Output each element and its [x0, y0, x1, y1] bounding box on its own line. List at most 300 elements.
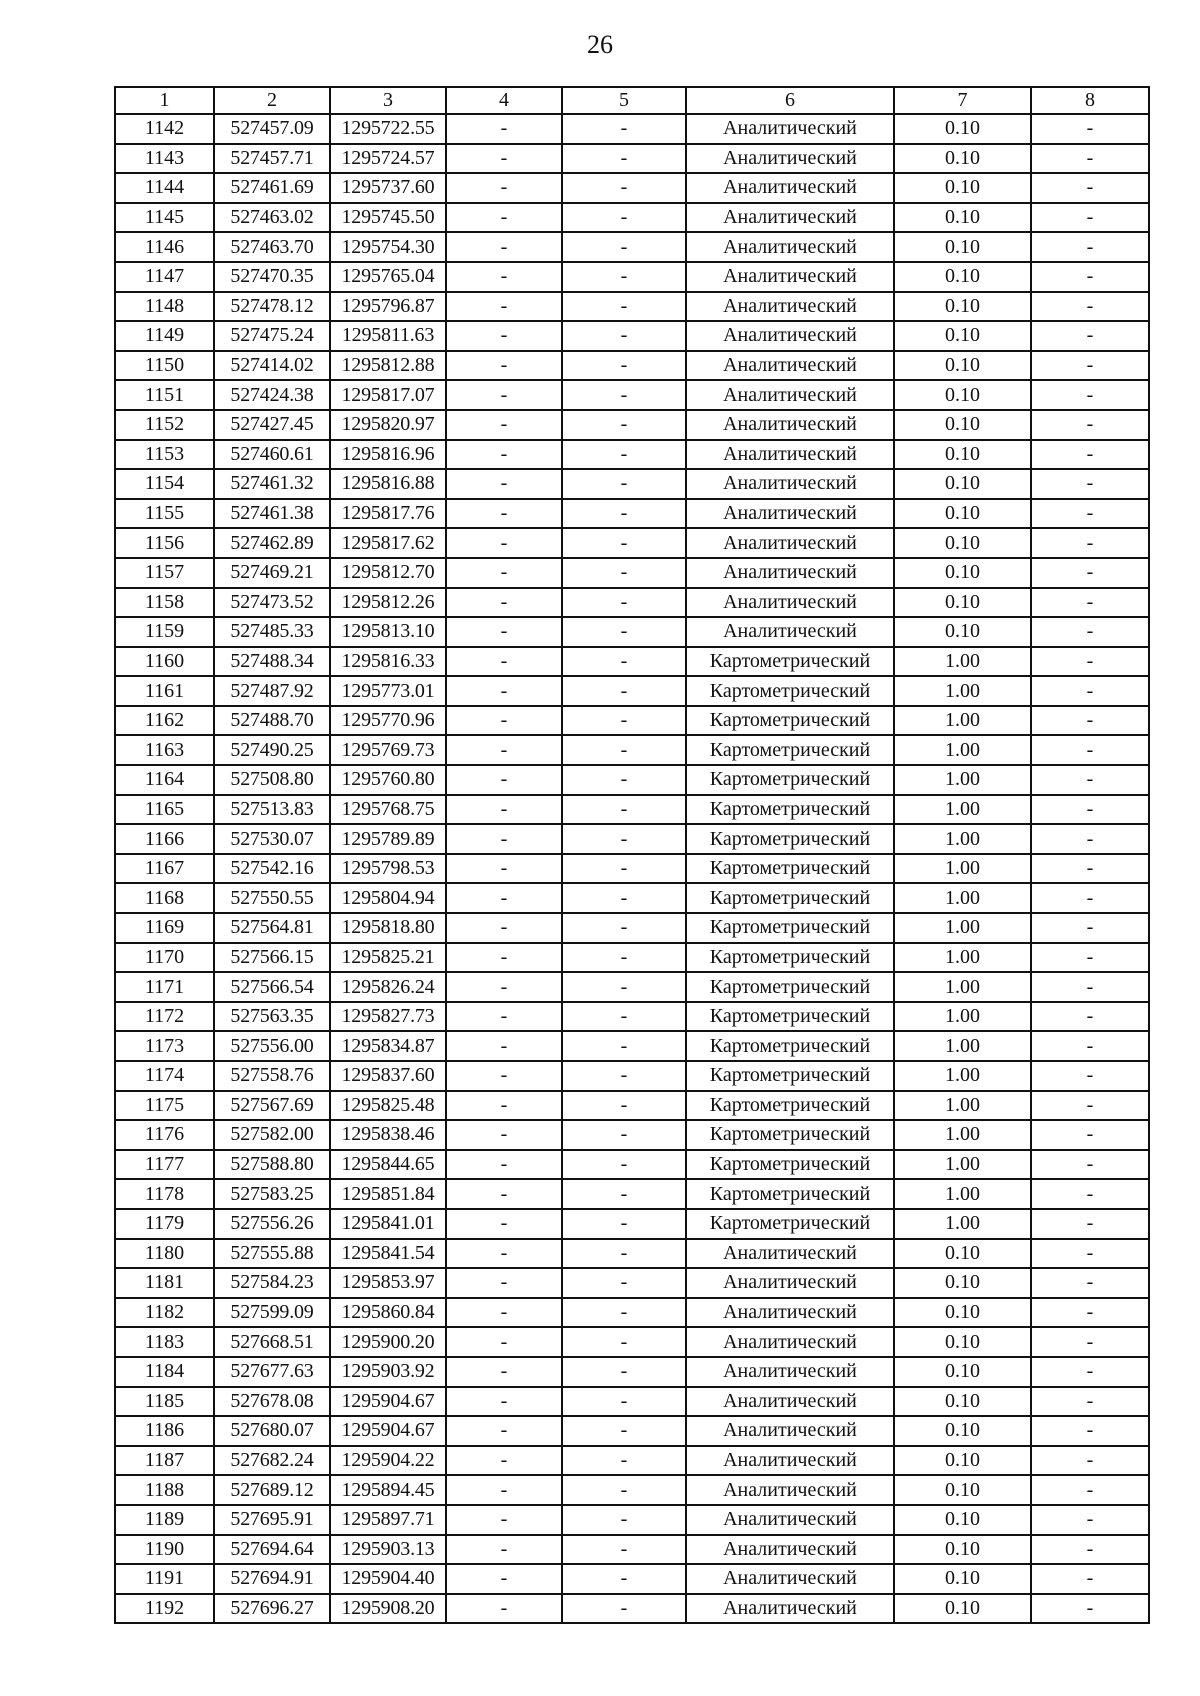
y-coordinate-cell: 1295825.48	[330, 1091, 446, 1121]
col5-cell: -	[562, 913, 686, 943]
table-row	[115, 203, 1149, 233]
y-coordinate-cell: 1295860.84	[330, 1298, 446, 1328]
col4-cell: -	[446, 1120, 562, 1150]
col8-cell: -	[1031, 262, 1149, 292]
accuracy-cell: 1.00	[894, 706, 1031, 736]
y-coordinate-cell: 1295894.45	[330, 1475, 446, 1505]
col4-cell: -	[446, 262, 562, 292]
y-coordinate-cell: 1295820.97	[330, 410, 446, 440]
col5-cell: -	[562, 1298, 686, 1328]
x-coordinate-cell: 527487.92	[214, 676, 330, 706]
x-coordinate-cell: 527470.35	[214, 262, 330, 292]
col8-cell: -	[1031, 173, 1149, 203]
table-row	[115, 558, 1149, 588]
col8-cell: -	[1031, 1387, 1149, 1417]
col4-cell: -	[446, 617, 562, 647]
accuracy-cell: 0.10	[894, 1475, 1031, 1505]
x-coordinate-cell: 527469.21	[214, 558, 330, 588]
accuracy-cell: 1.00	[894, 1150, 1031, 1180]
y-coordinate-cell: 1295826.24	[330, 972, 446, 1002]
col5-cell: -	[562, 1446, 686, 1476]
accuracy-cell: 0.10	[894, 292, 1031, 322]
point-number-cell: 1183	[115, 1327, 214, 1357]
x-coordinate-cell: 527682.24	[214, 1446, 330, 1476]
method-cell: Картометрический	[686, 735, 894, 765]
col5-cell: -	[562, 1120, 686, 1150]
method-cell: Аналитический	[686, 173, 894, 203]
method-cell: Картометрический	[686, 676, 894, 706]
point-number-cell: 1156	[115, 528, 214, 558]
accuracy-cell: 0.10	[894, 380, 1031, 410]
method-cell: Аналитический	[686, 232, 894, 262]
accuracy-cell: 1.00	[894, 1209, 1031, 1239]
table-row	[115, 824, 1149, 854]
table-row	[115, 469, 1149, 499]
col8-cell: -	[1031, 1298, 1149, 1328]
col4-cell: -	[446, 203, 562, 233]
method-cell: Аналитический	[686, 114, 894, 144]
table-row	[115, 232, 1149, 262]
point-number-cell: 1152	[115, 410, 214, 440]
x-coordinate-cell: 527696.27	[214, 1594, 330, 1624]
x-coordinate-cell: 527475.24	[214, 321, 330, 351]
x-coordinate-cell: 527588.80	[214, 1150, 330, 1180]
method-cell: Картометрический	[686, 706, 894, 736]
x-coordinate-cell: 527461.69	[214, 173, 330, 203]
method-cell: Аналитический	[686, 1298, 894, 1328]
accuracy-cell: 1.00	[894, 824, 1031, 854]
table-row	[115, 1564, 1149, 1594]
y-coordinate-cell: 1295825.21	[330, 943, 446, 973]
y-coordinate-cell: 1295903.13	[330, 1535, 446, 1565]
col5-cell: -	[562, 321, 686, 351]
x-coordinate-cell: 527677.63	[214, 1357, 330, 1387]
method-cell: Аналитический	[686, 617, 894, 647]
x-coordinate-cell: 527567.69	[214, 1091, 330, 1121]
col5-cell: -	[562, 292, 686, 322]
method-cell: Картометрический	[686, 1061, 894, 1091]
y-coordinate-cell: 1295765.04	[330, 262, 446, 292]
col8-cell: -	[1031, 558, 1149, 588]
accuracy-cell: 1.00	[894, 1091, 1031, 1121]
y-coordinate-cell: 1295737.60	[330, 173, 446, 203]
x-coordinate-cell: 527485.33	[214, 617, 330, 647]
y-coordinate-cell: 1295844.65	[330, 1150, 446, 1180]
col4-cell: -	[446, 1387, 562, 1417]
col8-cell: -	[1031, 1002, 1149, 1032]
point-number-cell: 1154	[115, 469, 214, 499]
col4-cell: -	[446, 1446, 562, 1476]
accuracy-cell: 1.00	[894, 795, 1031, 825]
column-header: 6	[686, 87, 894, 114]
point-number-cell: 1145	[115, 203, 214, 233]
col4-cell: -	[446, 528, 562, 558]
accuracy-cell: 1.00	[894, 972, 1031, 1002]
col5-cell: -	[562, 647, 686, 677]
accuracy-cell: 0.10	[894, 1239, 1031, 1269]
y-coordinate-cell: 1295816.33	[330, 647, 446, 677]
accuracy-cell: 0.10	[894, 1505, 1031, 1535]
point-number-cell: 1163	[115, 735, 214, 765]
x-coordinate-cell: 527566.54	[214, 972, 330, 1002]
col4-cell: -	[446, 173, 562, 203]
col8-cell: -	[1031, 410, 1149, 440]
y-coordinate-cell: 1295722.55	[330, 114, 446, 144]
method-cell: Картометрический	[686, 854, 894, 884]
y-coordinate-cell: 1295817.76	[330, 499, 446, 529]
col8-cell: -	[1031, 795, 1149, 825]
column-header: 5	[562, 87, 686, 114]
column-header: 8	[1031, 87, 1149, 114]
method-cell: Картометрический	[686, 883, 894, 913]
table-row	[115, 1120, 1149, 1150]
accuracy-cell: 1.00	[894, 1002, 1031, 1032]
accuracy-cell: 1.00	[894, 1120, 1031, 1150]
column-header: 2	[214, 87, 330, 114]
point-number-cell: 1182	[115, 1298, 214, 1328]
col8-cell: -	[1031, 440, 1149, 470]
x-coordinate-cell: 527542.16	[214, 854, 330, 884]
col4-cell: -	[446, 824, 562, 854]
accuracy-cell: 0.10	[894, 203, 1031, 233]
col5-cell: -	[562, 558, 686, 588]
col5-cell: -	[562, 1327, 686, 1357]
col5-cell: -	[562, 410, 686, 440]
table-row	[115, 676, 1149, 706]
method-cell: Аналитический	[686, 351, 894, 381]
col4-cell: -	[446, 558, 562, 588]
x-coordinate-cell: 527599.09	[214, 1298, 330, 1328]
column-header: 7	[894, 87, 1031, 114]
table-row	[115, 647, 1149, 677]
col5-cell: -	[562, 735, 686, 765]
table-row	[115, 1179, 1149, 1209]
col4-cell: -	[446, 1327, 562, 1357]
col5-cell: -	[562, 1387, 686, 1417]
accuracy-cell: 0.10	[894, 440, 1031, 470]
col4-cell: -	[446, 1002, 562, 1032]
point-number-cell: 1181	[115, 1268, 214, 1298]
col8-cell: -	[1031, 380, 1149, 410]
y-coordinate-cell: 1295796.87	[330, 292, 446, 322]
col5-cell: -	[562, 114, 686, 144]
col8-cell: -	[1031, 706, 1149, 736]
table-row	[115, 528, 1149, 558]
table-row	[115, 617, 1149, 647]
y-coordinate-cell: 1295745.50	[330, 203, 446, 233]
col5-cell: -	[562, 1031, 686, 1061]
method-cell: Аналитический	[686, 1564, 894, 1594]
point-number-cell: 1185	[115, 1387, 214, 1417]
col8-cell: -	[1031, 617, 1149, 647]
y-coordinate-cell: 1295724.57	[330, 144, 446, 174]
x-coordinate-cell: 527555.88	[214, 1239, 330, 1269]
table-row	[115, 943, 1149, 973]
point-number-cell: 1146	[115, 232, 214, 262]
table-row	[115, 1298, 1149, 1328]
accuracy-cell: 0.10	[894, 410, 1031, 440]
col5-cell: -	[562, 262, 686, 292]
x-coordinate-cell: 527460.61	[214, 440, 330, 470]
col5-cell: -	[562, 380, 686, 410]
x-coordinate-cell: 527488.70	[214, 706, 330, 736]
point-number-cell: 1192	[115, 1594, 214, 1624]
y-coordinate-cell: 1295811.63	[330, 321, 446, 351]
col4-cell: -	[446, 1357, 562, 1387]
method-cell: Аналитический	[686, 1268, 894, 1298]
x-coordinate-cell: 527463.02	[214, 203, 330, 233]
method-cell: Картометрический	[686, 1031, 894, 1061]
col5-cell: -	[562, 765, 686, 795]
x-coordinate-cell: 527563.35	[214, 1002, 330, 1032]
point-number-cell: 1142	[115, 114, 214, 144]
col4-cell: -	[446, 735, 562, 765]
x-coordinate-cell: 527556.26	[214, 1209, 330, 1239]
accuracy-cell: 0.10	[894, 173, 1031, 203]
method-cell: Аналитический	[686, 1505, 894, 1535]
method-cell: Аналитический	[686, 528, 894, 558]
y-coordinate-cell: 1295813.10	[330, 617, 446, 647]
col5-cell: -	[562, 617, 686, 647]
table-row	[115, 765, 1149, 795]
col8-cell: -	[1031, 913, 1149, 943]
x-coordinate-cell: 527584.23	[214, 1268, 330, 1298]
col5-cell: -	[562, 588, 686, 618]
table-row	[115, 795, 1149, 825]
col4-cell: -	[446, 499, 562, 529]
col5-cell: -	[562, 1150, 686, 1180]
col5-cell: -	[562, 1505, 686, 1535]
method-cell: Картометрический	[686, 1179, 894, 1209]
method-cell: Картометрический	[686, 1150, 894, 1180]
col4-cell: -	[446, 114, 562, 144]
y-coordinate-cell: 1295837.60	[330, 1061, 446, 1091]
point-number-cell: 1157	[115, 558, 214, 588]
x-coordinate-cell: 527678.08	[214, 1387, 330, 1417]
table-row	[115, 1209, 1149, 1239]
col8-cell: -	[1031, 676, 1149, 706]
col5-cell: -	[562, 1416, 686, 1446]
col8-cell: -	[1031, 144, 1149, 174]
point-number-cell: 1188	[115, 1475, 214, 1505]
col8-cell: -	[1031, 1209, 1149, 1239]
accuracy-cell: 1.00	[894, 1031, 1031, 1061]
column-header: 3	[330, 87, 446, 114]
accuracy-cell: 0.10	[894, 262, 1031, 292]
method-cell: Картометрический	[686, 1091, 894, 1121]
col4-cell: -	[446, 232, 562, 262]
accuracy-cell: 0.10	[894, 499, 1031, 529]
col4-cell: -	[446, 144, 562, 174]
method-cell: Аналитический	[686, 292, 894, 322]
accuracy-cell: 0.10	[894, 351, 1031, 381]
accuracy-cell: 1.00	[894, 1061, 1031, 1091]
point-number-cell: 1191	[115, 1564, 214, 1594]
accuracy-cell: 1.00	[894, 676, 1031, 706]
col8-cell: -	[1031, 528, 1149, 558]
col8-cell: -	[1031, 647, 1149, 677]
y-coordinate-cell: 1295770.96	[330, 706, 446, 736]
col8-cell: -	[1031, 943, 1149, 973]
point-number-cell: 1166	[115, 824, 214, 854]
table-row	[115, 706, 1149, 736]
point-number-cell: 1169	[115, 913, 214, 943]
method-cell: Аналитический	[686, 558, 894, 588]
table-row	[115, 351, 1149, 381]
point-number-cell: 1187	[115, 1446, 214, 1476]
x-coordinate-cell: 527461.38	[214, 499, 330, 529]
col5-cell: -	[562, 1091, 686, 1121]
method-cell: Картометрический	[686, 824, 894, 854]
x-coordinate-cell: 527689.12	[214, 1475, 330, 1505]
col4-cell: -	[446, 795, 562, 825]
col5-cell: -	[562, 972, 686, 1002]
col8-cell: -	[1031, 854, 1149, 884]
point-number-cell: 1190	[115, 1535, 214, 1565]
table-row	[115, 144, 1149, 174]
accuracy-cell: 0.10	[894, 1327, 1031, 1357]
x-coordinate-cell: 527564.81	[214, 913, 330, 943]
col8-cell: -	[1031, 588, 1149, 618]
col8-cell: -	[1031, 1564, 1149, 1594]
col8-cell: -	[1031, 321, 1149, 351]
point-number-cell: 1149	[115, 321, 214, 351]
col4-cell: -	[446, 647, 562, 677]
col8-cell: -	[1031, 114, 1149, 144]
table-row	[115, 854, 1149, 884]
method-cell: Аналитический	[686, 1387, 894, 1417]
method-cell: Картометрический	[686, 1209, 894, 1239]
table-row	[115, 1594, 1149, 1624]
accuracy-cell: 0.10	[894, 144, 1031, 174]
method-cell: Картометрический	[686, 647, 894, 677]
table-row	[115, 1535, 1149, 1565]
y-coordinate-cell: 1295816.88	[330, 469, 446, 499]
method-cell: Аналитический	[686, 1535, 894, 1565]
col8-cell: -	[1031, 1239, 1149, 1269]
table-row	[115, 1505, 1149, 1535]
y-coordinate-cell: 1295851.84	[330, 1179, 446, 1209]
col4-cell: -	[446, 351, 562, 381]
col4-cell: -	[446, 469, 562, 499]
point-number-cell: 1170	[115, 943, 214, 973]
col8-cell: -	[1031, 1031, 1149, 1061]
point-number-cell: 1175	[115, 1091, 214, 1121]
col8-cell: -	[1031, 1357, 1149, 1387]
method-cell: Аналитический	[686, 1416, 894, 1446]
y-coordinate-cell: 1295818.80	[330, 913, 446, 943]
col4-cell: -	[446, 1594, 562, 1624]
x-coordinate-cell: 527550.55	[214, 883, 330, 913]
col4-cell: -	[446, 380, 562, 410]
y-coordinate-cell: 1295769.73	[330, 735, 446, 765]
point-number-cell: 1189	[115, 1505, 214, 1535]
accuracy-cell: 1.00	[894, 943, 1031, 973]
point-number-cell: 1147	[115, 262, 214, 292]
point-number-cell: 1178	[115, 1179, 214, 1209]
col8-cell: -	[1031, 1535, 1149, 1565]
x-coordinate-cell: 527680.07	[214, 1416, 330, 1446]
col8-cell: -	[1031, 1475, 1149, 1505]
y-coordinate-cell: 1295754.30	[330, 232, 446, 262]
point-number-cell: 1172	[115, 1002, 214, 1032]
x-coordinate-cell: 527558.76	[214, 1061, 330, 1091]
method-cell: Аналитический	[686, 410, 894, 440]
col8-cell: -	[1031, 292, 1149, 322]
y-coordinate-cell: 1295904.67	[330, 1416, 446, 1446]
col4-cell: -	[446, 765, 562, 795]
x-coordinate-cell: 527668.51	[214, 1327, 330, 1357]
y-coordinate-cell: 1295773.01	[330, 676, 446, 706]
point-number-cell: 1173	[115, 1031, 214, 1061]
x-coordinate-cell: 527582.00	[214, 1120, 330, 1150]
method-cell: Аналитический	[686, 440, 894, 470]
col4-cell: -	[446, 854, 562, 884]
col8-cell: -	[1031, 232, 1149, 262]
point-number-cell: 1168	[115, 883, 214, 913]
col8-cell: -	[1031, 1446, 1149, 1476]
col4-cell: -	[446, 1268, 562, 1298]
y-coordinate-cell: 1295816.96	[330, 440, 446, 470]
x-coordinate-cell: 527457.09	[214, 114, 330, 144]
x-coordinate-cell: 527427.45	[214, 410, 330, 440]
method-cell: Картометрический	[686, 913, 894, 943]
col5-cell: -	[562, 1594, 686, 1624]
table-row	[115, 883, 1149, 913]
accuracy-cell: 1.00	[894, 883, 1031, 913]
accuracy-cell: 0.10	[894, 1357, 1031, 1387]
col5-cell: -	[562, 706, 686, 736]
table-row	[115, 1002, 1149, 1032]
method-cell: Картометрический	[686, 1120, 894, 1150]
col8-cell: -	[1031, 1091, 1149, 1121]
col4-cell: -	[446, 440, 562, 470]
x-coordinate-cell: 527414.02	[214, 351, 330, 381]
x-coordinate-cell: 527695.91	[214, 1505, 330, 1535]
table-row	[115, 292, 1149, 322]
table-row	[115, 440, 1149, 470]
col8-cell: -	[1031, 883, 1149, 913]
col5-cell: -	[562, 943, 686, 973]
point-number-cell: 1151	[115, 380, 214, 410]
method-cell: Аналитический	[686, 469, 894, 499]
point-number-cell: 1162	[115, 706, 214, 736]
y-coordinate-cell: 1295908.20	[330, 1594, 446, 1624]
y-coordinate-cell: 1295841.54	[330, 1239, 446, 1269]
accuracy-cell: 0.10	[894, 1268, 1031, 1298]
x-coordinate-cell: 527694.91	[214, 1564, 330, 1594]
table-row	[115, 735, 1149, 765]
col4-cell: -	[446, 913, 562, 943]
table-row	[115, 972, 1149, 1002]
table-row	[115, 913, 1149, 943]
accuracy-cell: 0.10	[894, 1446, 1031, 1476]
table-row	[115, 410, 1149, 440]
method-cell: Аналитический	[686, 588, 894, 618]
x-coordinate-cell: 527424.38	[214, 380, 330, 410]
x-coordinate-cell: 527694.64	[214, 1535, 330, 1565]
col4-cell: -	[446, 1150, 562, 1180]
y-coordinate-cell: 1295834.87	[330, 1031, 446, 1061]
point-number-cell: 1184	[115, 1357, 214, 1387]
col4-cell: -	[446, 410, 562, 440]
accuracy-cell: 0.10	[894, 321, 1031, 351]
method-cell: Картометрический	[686, 765, 894, 795]
table-row	[115, 1091, 1149, 1121]
accuracy-cell: 0.10	[894, 114, 1031, 144]
point-number-cell: 1177	[115, 1150, 214, 1180]
point-number-cell: 1174	[115, 1061, 214, 1091]
